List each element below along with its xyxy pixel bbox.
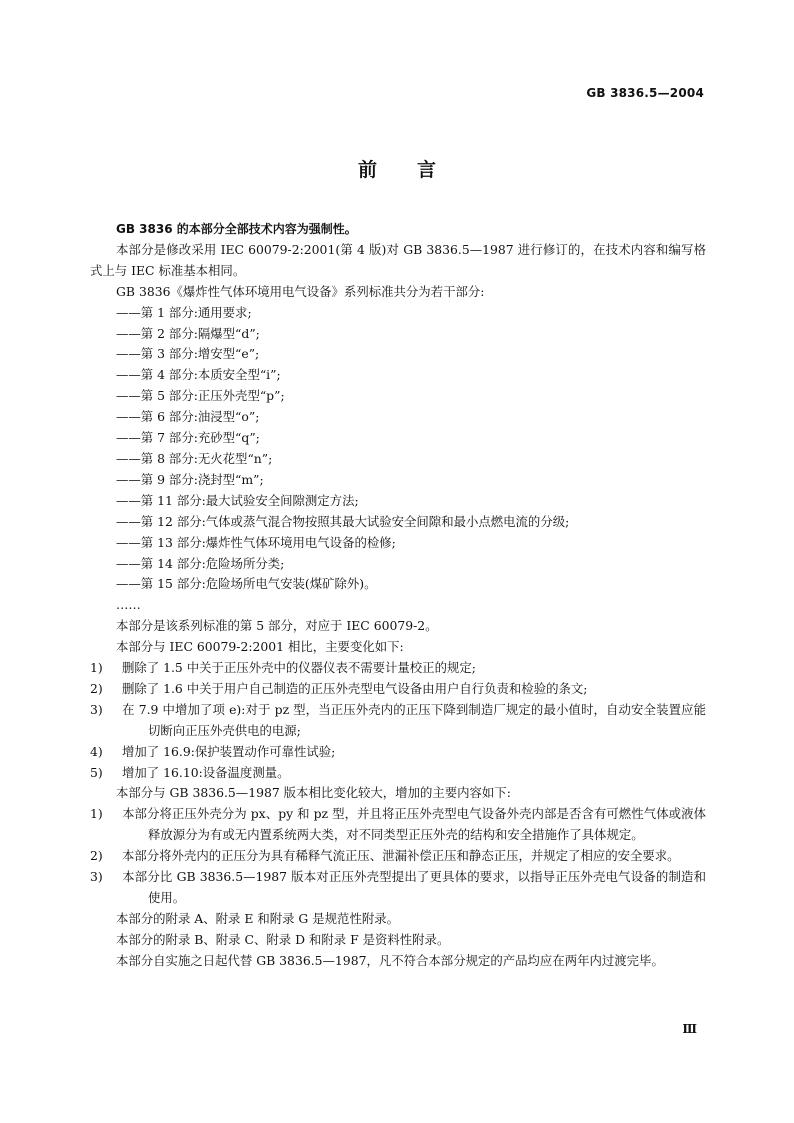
list-item: ——第 11 部分:最大试验安全间隙测定方法; <box>116 492 359 508</box>
paragraph-changes-intro: 本部分与 IEC 60079-2:2001 相比，主要变化如下: <box>116 639 404 655</box>
item-number: 2) <box>90 680 103 696</box>
item-text: 增加了 16.10:设备温度测量。 <box>122 764 290 780</box>
list-ellipsis: …… <box>116 597 141 613</box>
list-item: ——第 2 部分:隔爆型“d”; <box>116 325 260 341</box>
list-item: ——第 12 部分:气体或蒸气混合物按照其最大试验安全间隙和最小点燃电流的分级; <box>116 513 570 529</box>
paragraph-mandatory: GB 3836 的本部分全部技术内容为强制性。 <box>116 222 357 236</box>
paragraph-series: GB 3836《爆炸性气体环境用电气设备》系列标准共分为若干部分: <box>116 283 485 299</box>
item-text: 本部分比 GB 3836.5—1987 版本对正压外壳型提出了更具体的要求，以指导正压外壳电气设备的制造和使用。 <box>122 869 706 905</box>
list-item: ——第 5 部分:正压外壳型“p”; <box>116 388 285 404</box>
page-title: 前言 <box>357 159 476 181</box>
changes-list <box>90 658 706 783</box>
paragraph-informative-annexes: 本部分的附录 B、附录 C、附录 D 和附录 F 是资料性附录。 <box>116 931 450 947</box>
item-number: 2) <box>90 848 103 864</box>
list-item <box>90 804 706 846</box>
list-item: ——第 15 部分:危险场所电气安装(煤矿除外)。 <box>116 576 377 592</box>
item-text: 删除了 1.6 中关于用户自己制造的正压外壳型电气设备由用户自行负责和检验的条文; <box>122 680 588 696</box>
standard-number: GB 3836.5—2004 <box>586 86 704 100</box>
list-item <box>90 867 706 909</box>
item-number: 4) <box>90 743 103 759</box>
item-text: 本部分将正压外壳分为 px、py 和 pz 型，并且将正压外壳型电气设备外壳内部是否含有可燃性气体或液体释放源分为有或无内置系统两大类，对不同类型正压外壳的结构和安全措施作了具体规定。 <box>122 806 706 843</box>
item-text: 增加了 16.9:保护装置动作可靠性试验; <box>122 743 336 759</box>
paragraph-part-number: 本部分是该系列标准的第 5 部分，对应于 IEC 60079-2。 <box>116 618 438 634</box>
list-item: ——第 1 部分:通用要求; <box>116 304 252 320</box>
item-number: 1) <box>90 660 103 676</box>
list-item: ——第 14 部分:危险场所分类; <box>116 555 285 571</box>
list-item: ——第 8 部分:无火花型“n”; <box>116 450 273 466</box>
paragraph-additions-intro: 本部分与 GB 3836.5—1987 版本相比变化较大，增加的主要内容如下: <box>116 785 511 801</box>
list-item: ——第 9 部分:浇封型“m”; <box>116 471 264 487</box>
list-item: ——第 13 部分:爆炸性气体环境用电气设备的检修; <box>116 534 396 550</box>
paragraph-adoption: 本部分是修改采用 IEC 60079-2:2001(第 4 版)对 GB 3836.5—1987 进行修订的，在技术内容和编写格式上与 IEC 标准基本相同。 <box>90 241 706 278</box>
item-text: 在 7.9 中增加了项 e):对于 pz 型，当正压外壳内的正压下降到制造厂规定的最小值时，自动安全装置应能切断向正压外壳供电的电源; <box>122 701 706 738</box>
item-text: 本部分将外壳内的正压分为具有稀释气流正压、泄漏补偿正压和静态正压，并规定了相应的安全要求。 <box>122 848 680 864</box>
list-item <box>90 742 706 763</box>
list-item <box>90 846 706 867</box>
additions-list <box>90 804 706 909</box>
list-item <box>90 679 706 700</box>
list-item: ——第 6 部分:油浸型“o”; <box>116 409 260 425</box>
parts-list <box>90 303 706 617</box>
list-item <box>90 700 706 742</box>
list-item: ——第 4 部分:本质安全型“i”; <box>116 367 281 383</box>
item-number: 3) <box>90 701 103 717</box>
paragraph-replacement: 本部分自实施之日起代替 GB 3836.5—1987，凡不符合本部分规定的产品均应在两年内过渡完毕。 <box>116 952 664 968</box>
item-number: 3) <box>90 869 103 885</box>
page-number: Ⅲ <box>682 1022 697 1036</box>
list-item <box>90 658 706 679</box>
list-item: ——第 7 部分:充砂型“q”; <box>116 430 260 446</box>
list-item <box>90 763 706 784</box>
list-item: ——第 3 部分:增安型“e”; <box>116 346 260 362</box>
foreword-body <box>90 219 706 972</box>
item-text: 删除了 1.5 中关于正压外壳中的仪器仪表不需要计量校正的规定; <box>122 660 476 676</box>
item-number: 5) <box>90 764 103 780</box>
item-number: 1) <box>90 806 103 822</box>
paragraph-normative-annexes: 本部分的附录 A、附录 E 和附录 G 是规范性附录。 <box>116 910 400 926</box>
